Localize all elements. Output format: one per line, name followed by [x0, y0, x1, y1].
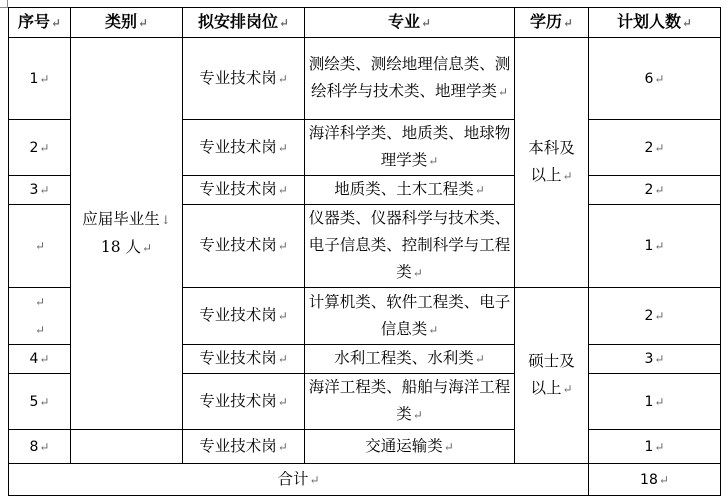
row-count: 2↵ — [589, 120, 721, 176]
row-no: 1↵ — [9, 38, 71, 120]
row-major: 交通运输类↵ — [305, 430, 515, 464]
row-major: 地质类、土木工程类↵ — [305, 176, 515, 205]
category-cell: 应届毕业生↓ 18 人↵ — [71, 38, 183, 430]
header-major: 专业↵ — [305, 8, 515, 38]
recruitment-table — [8, 7, 721, 496]
row-count: 3↵ — [589, 345, 721, 374]
row-position: 专业技术岗↵ — [183, 374, 305, 430]
total-label: 合计↵ — [9, 464, 589, 496]
row-position: 专业技术岗↵ — [183, 430, 305, 464]
row-major: 海洋工程类、船舶与海洋工程类↵ — [305, 374, 515, 430]
row-count: 6↵ — [589, 38, 721, 120]
row-no: ↵ — [9, 205, 71, 288]
header-category: 类别↵ — [71, 8, 183, 38]
header-no: 序号↵ — [9, 8, 71, 38]
table-row — [9, 38, 721, 120]
header-education: 学历↵ — [515, 8, 589, 38]
row-major: 水利工程类、水利类↵ — [305, 345, 515, 374]
total-row — [9, 464, 721, 496]
row-position: 专业技术岗↵ — [183, 288, 305, 345]
row-count: 1↵ — [589, 205, 721, 288]
row-position: 专业技术岗↵ — [183, 176, 305, 205]
row-major: 计算机类、软件工程类、电子信息类↵ — [305, 288, 515, 345]
row-major: 仪器类、仪器科学与技术类、电子信息类、控制科学与工程类↵ — [305, 205, 515, 288]
row-no: ↵ ↵ — [9, 288, 71, 345]
category-cell-empty — [71, 430, 183, 464]
row-count: 1↵ — [589, 374, 721, 430]
table-row — [9, 430, 721, 464]
header-row — [9, 8, 721, 38]
row-no: 8↵ — [9, 430, 71, 464]
row-count: 2↵ — [589, 288, 721, 345]
row-position: 专业技术岗↵ — [183, 120, 305, 176]
row-position: 专业技术岗↵ — [183, 38, 305, 120]
education-cell: 硕士及 以上↵ — [515, 288, 589, 464]
education-cell: 本科及 以上↵ — [515, 38, 589, 288]
page-corner-mark — [0, 0, 8, 8]
row-count: 1↵ — [589, 430, 721, 464]
row-no: 2↵ — [9, 120, 71, 176]
header-count: 计划人数↵ — [589, 8, 721, 38]
row-position: 专业技术岗↵ — [183, 205, 305, 288]
row-major: 测绘类、测绘地理信息类、测绘科学与技术类、地理学类↵ — [305, 38, 515, 120]
row-no: 4↵ — [9, 345, 71, 374]
row-no: 3↵ — [9, 176, 71, 205]
row-major: 海洋科学类、地质类、地球物理学类↵ — [305, 120, 515, 176]
total-count: 18↵ — [589, 464, 721, 496]
row-position: 专业技术岗↵ — [183, 345, 305, 374]
table-wrapper — [8, 7, 721, 496]
header-position: 拟安排岗位↵ — [183, 8, 305, 38]
row-count: 2↵ — [589, 176, 721, 205]
row-no: 5↵ — [9, 374, 71, 430]
